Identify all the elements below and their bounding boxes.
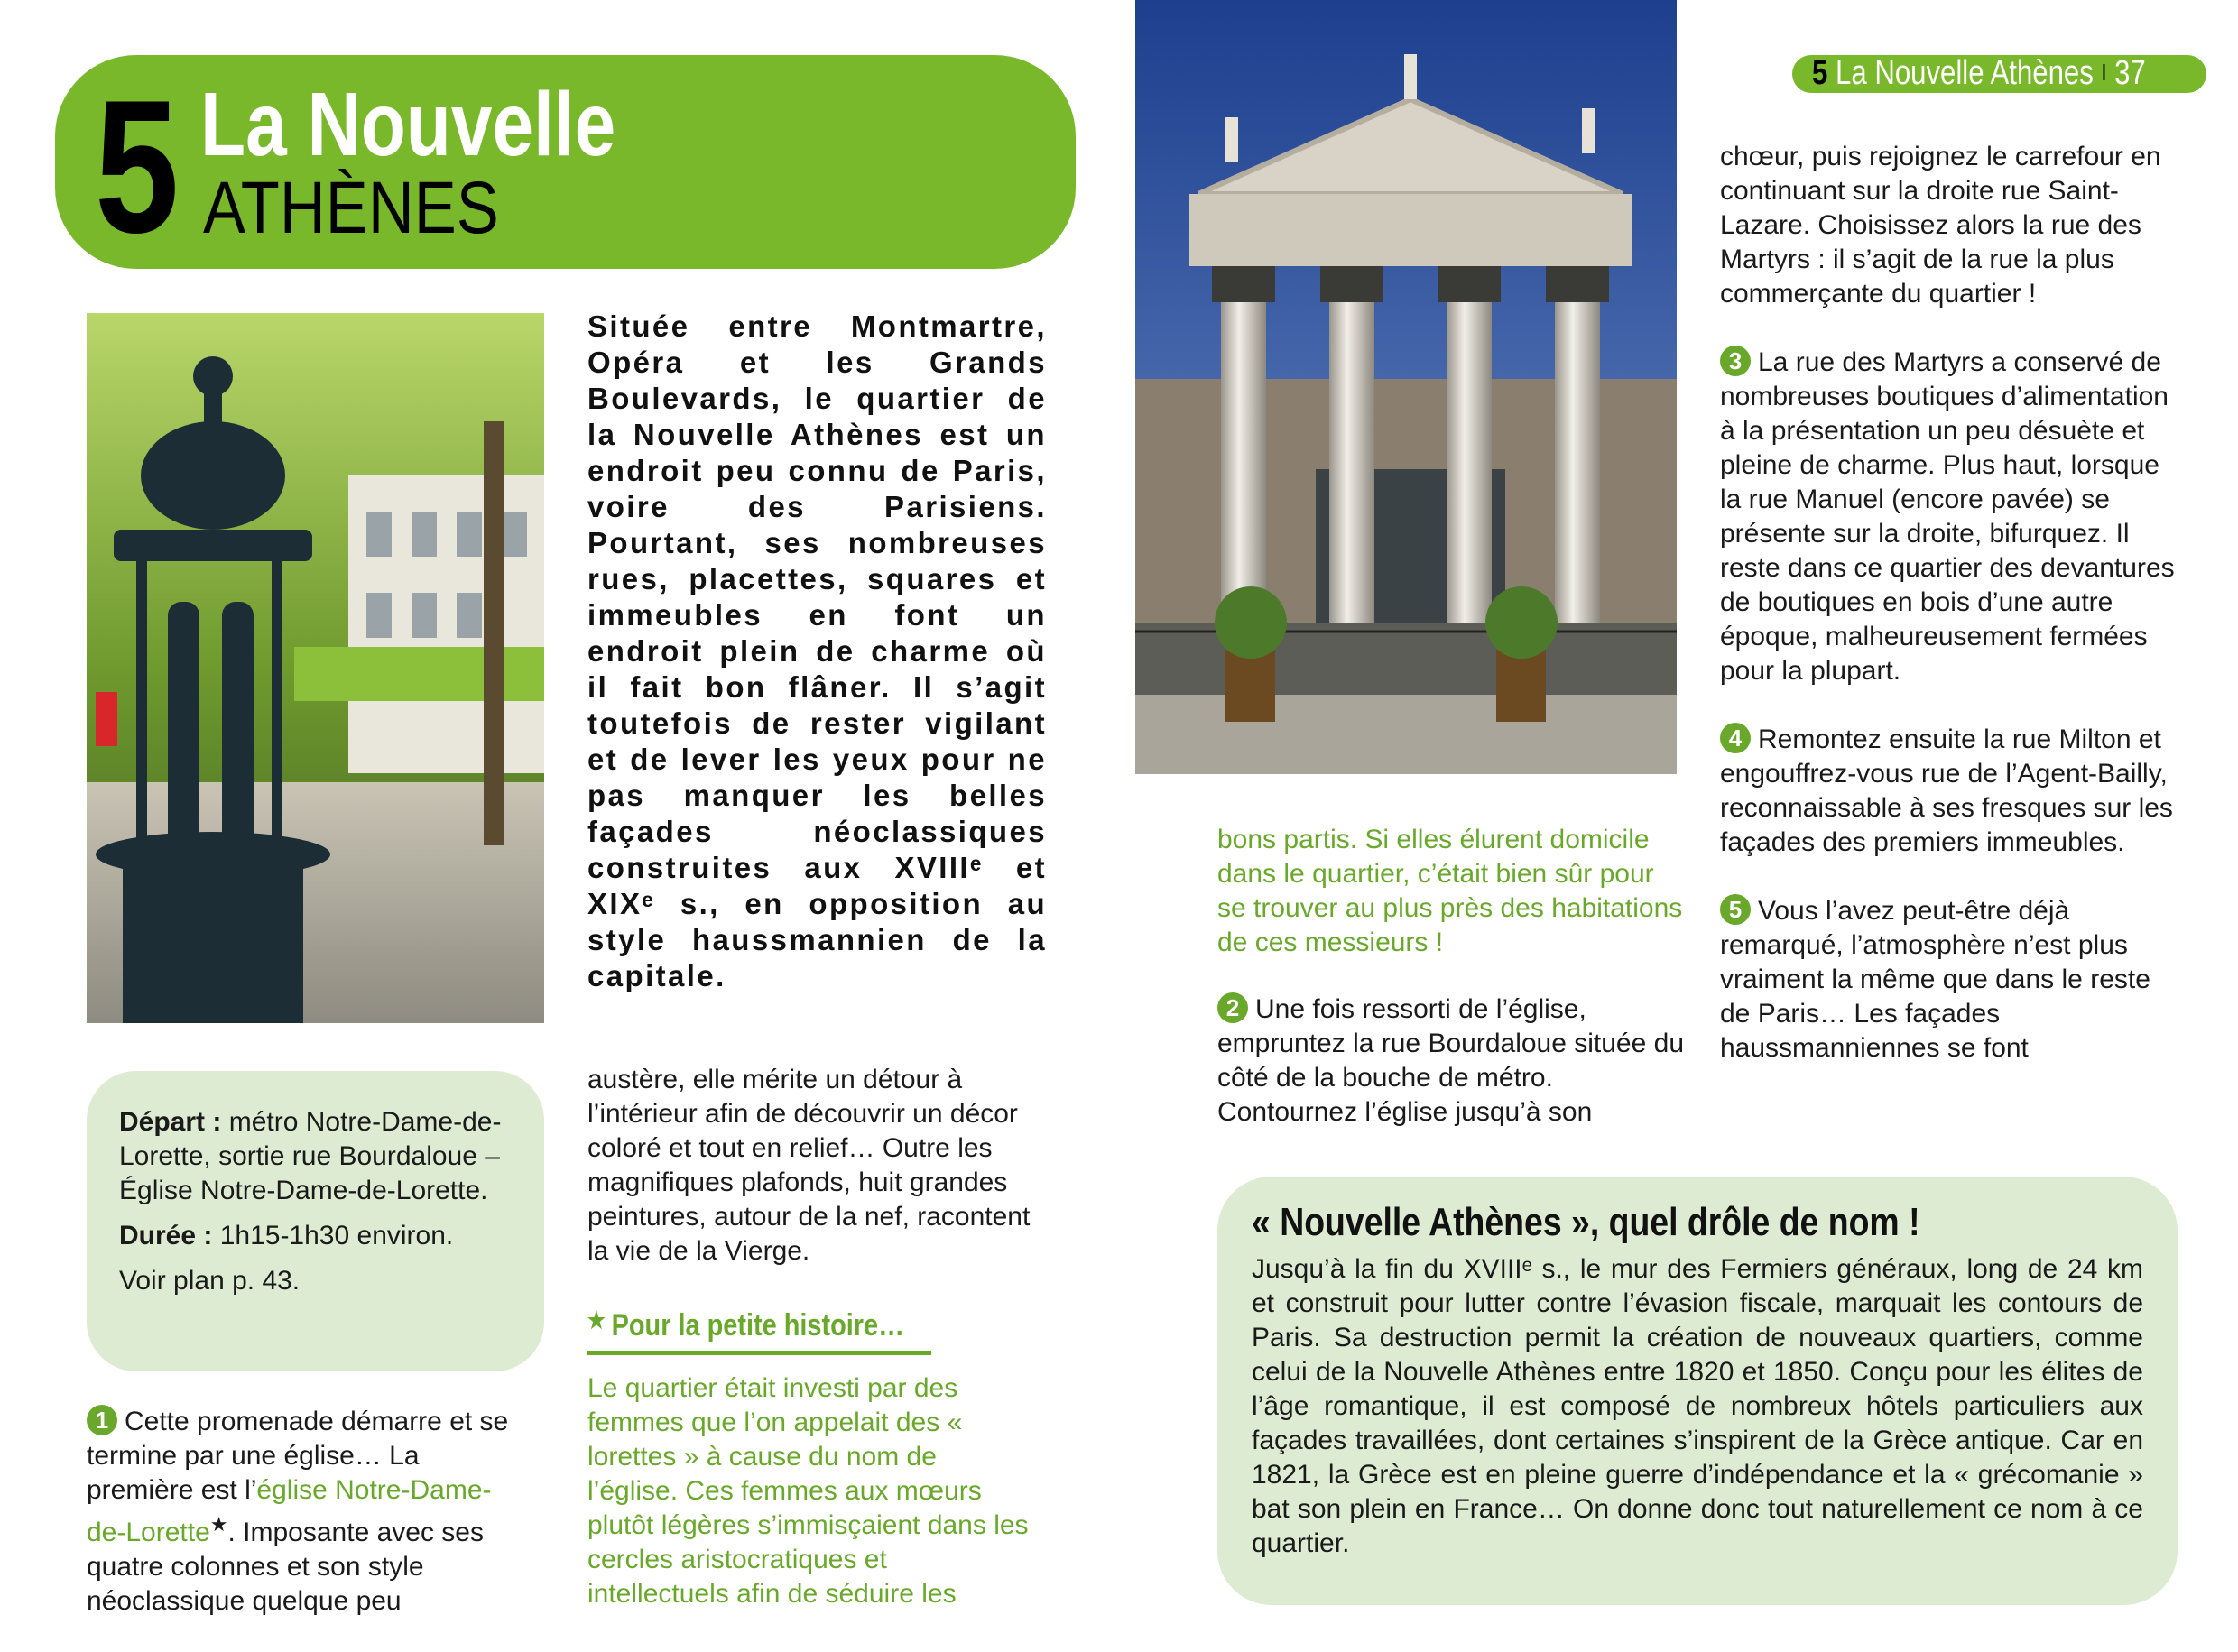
star-icon: ★ [209,1513,228,1536]
chapter-title-line2: ATHÈNES [203,167,499,249]
box-text: Jusqu’à la fin du XVIIIᵉ s., le mur des Fermiers généraux, long de 24 km et construit pour lutter contre l’évasion fiscale, marquait les contours de Paris. Sa destruction permit la création de nouveaux quartiers, comme celui de la Nouvelle Athènes entre 1820 et 1850. Conçu pour les élites de l’âge romantique, il est composé de nombreux hôtels particuliers aux façades travaillées, dont certaines s’inspirent de la Grèce antique. Car en 1821, la Grèce est en pleine guerre d’indépendance et la « grécomanie » bat son plein en France… On donne donc tout naturellement ce nom à ce quartier. [1252,1254,2143,1558]
step-number-badge: 1 [87,1405,117,1435]
duree-text: 1h15-1h30 environ. [219,1221,454,1251]
separator: I [2101,59,2107,86]
church-link[interactable]: église Notre-Dame-de-Lorette [87,1475,492,1547]
step-2-continued: chœur, puis rejoignez le carrefour en continuant sur la droite rue Saint-Lazare. Choisissez alors la rue des Martyrs : il s’agit de la rue la plus commerçante du quartier ! [1720,142,2161,309]
page-number: 37 [2114,54,2146,92]
plan-reference: Voir plan p. 43. [119,1266,301,1296]
sidebar-box-nouvelle-athenes [1217,1177,2178,1605]
step-text: Remontez ensuite la rue Milton et engouffrez-vous rue de l’Agent-Bailly, reconnaissable à ses fresques sur les façades des premiers immeubles. [1720,724,2173,857]
box-heading: « Nouvelle Athènes », quel drôle de nom ! [1252,1200,1920,1244]
step-4-paragraph [1720,723,2180,860]
step-text: La rue des Martyrs a conservé de nombreuses boutiques d’alimentation à la présentation un peu désuète et pleine de charme. Plus haut, lorsque la rue Manuel (encore pavée) se présente sur la droite, bifurquez. Il reste dans ce quartier des devantures de boutiques en bois d’une autre époque, malheureusement fermées pour la plupart. [1720,347,2175,686]
step-number-badge: 3 [1720,346,1751,376]
step-3-paragraph [1720,346,2180,688]
notre-dame-de-lorette-photo [1135,0,1677,774]
step-number-badge: 4 [1720,723,1751,753]
heading-text: Pour la petite histoire… [611,1308,904,1343]
step-text: Cette promenade démarre et se termine par une église… La première est l’ [87,1407,509,1505]
chapter-number: 5 [95,60,175,272]
petite-histoire-text: Le quartier était investi par des femmes que l’on appelait des « lorettes » à cause du nom de l’église. Ces femmes aux mœurs plutôt légères s’immisçaient dans les cercles aristocratiques et intellectuels afin de séduire les [587,1373,1029,1609]
heading-underline [587,1351,931,1355]
step-5-paragraph [1720,894,2180,1066]
running-head [1812,54,2146,93]
depart-text: métro Notre-Dame-de-Lorette, sortie rue Bourdaloue – Église Notre-Dame-de-Lorette. [119,1107,502,1205]
step-1-paragraph [87,1405,511,1619]
right-column [1720,140,2180,1066]
step-number-badge: 2 [1217,992,1248,1023]
chapter-title-line1: La Nouvelle [200,74,616,175]
step-2-paragraph [1217,992,1687,1130]
running-head-number: 5 [1812,54,1828,92]
intro-paragraph: Située entre Montmartre, Opéra et les Grands Boulevards, le quartier de la Nouvelle Athènes est un endroit peu connu de Paris, voire des Parisiens. Pourtant, ses nombreuses rues, placettes, squares et immeubles en font un endroit plein de charme où il fait bon flâner. Il s’agit toutefois de rester vigilant et de lever les yeux pour ne pas manquer les belles façades néoclassiques construites aux XVIIIᵉ et XIXᵉ s., en opposition au style haussmannien de la capitale. [587,309,1047,992]
petite-histoire-continued: bons partis. Si elles élurent domicile dans le quartier, c’était bien sûr pour se trouver au plus près des habitations de ces messieurs ! [1217,825,1683,957]
step-1-continued: austère, elle mérite un détour à l’intérieur afin de découvrir un décor coloré et tout en relief… Outre les magnifiques plafonds, huit grandes peintures, autour de la nef, racontent la vie de la Vierge. [587,1065,1031,1266]
depart-label: Départ : [119,1107,222,1137]
running-head-title: La Nouvelle Athènes [1835,54,2094,92]
star-icon: ★ [587,1306,606,1334]
itinerary-info-box [87,1071,544,1371]
step-text: Vous l’avez peut-être déjà remarqué, l’atmosphère n’est plus vraiment la même que dans le reste de Paris… Les façades haussmanniennes se font [1720,896,2150,1063]
duree-label: Durée : [119,1221,213,1251]
step-number-badge: 5 [1720,894,1751,925]
step-text: Une fois ressorti de l’église, empruntez la rue Bourdaloue située du côté de la bouche de métro. Contournez l’église jusqu’à son [1217,994,1685,1127]
petite-histoire-heading [587,1306,904,1343]
step-text: . Imposante avec ses quatre colonnes et son style néoclassique quelque peu [87,1518,484,1616]
wallace-fountain-photo [87,313,544,1023]
